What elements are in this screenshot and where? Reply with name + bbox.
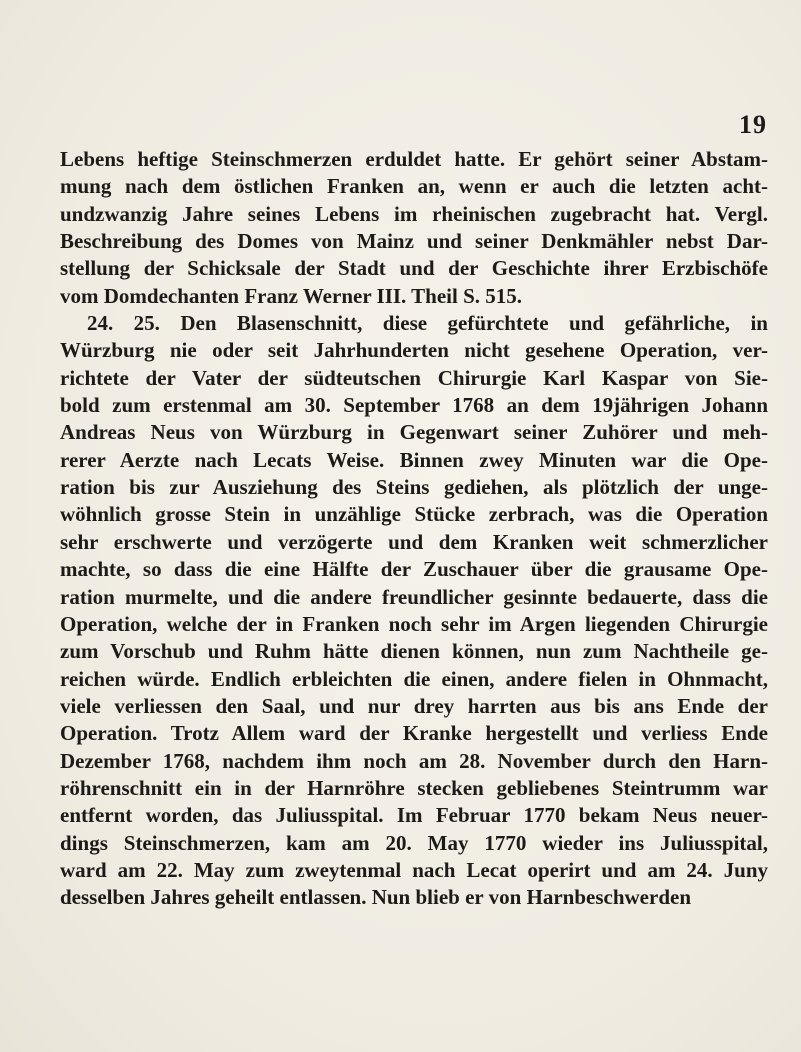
text-line: mung nach dem östlichen Franken an, wenn er auch die letzten acht- (60, 174, 768, 199)
text-line: ration murmelte, und die andere freundlicher gesinnte bedauerte, dass die (60, 584, 768, 609)
text-line: richtete der Vater der südteutschen Chirurgie Karl Kaspar von Sie- (60, 365, 768, 390)
text-line: ward am 22. May zum zweytenmal nach Lecat operirt und am 24. Juny (60, 857, 768, 882)
text-line: bold zum erstenmal am 30. September 1768 an dem 19jährigen Johann (60, 393, 768, 418)
text-line: Würzburg nie oder seit Jahrhunderten nicht gesehene Operation, ver- (60, 338, 768, 363)
text-line: wöhnlich grosse Stein in unzählige Stücke zerbrach, was die Operation (60, 502, 768, 527)
text-line: reichen würde. Endlich erbleichten die einen, andere fielen in Ohnmacht, (60, 666, 768, 691)
text-line: Operation. Trotz Allem ward der Kranke hergestellt und verliess Ende (60, 721, 768, 746)
text-line: stellung der Schicksale der Stadt und der Geschichte ihrer Erzbischöfe (60, 256, 768, 281)
text-line: machte, so dass die eine Hälfte der Zuschauer über die grausame Ope- (60, 557, 768, 582)
page-number: 19 (739, 110, 767, 139)
text-line: röhrenschnitt ein in der Harnröhre stecken gebliebenes Steintrumm war (60, 775, 768, 800)
text-line: Lebens heftige Steinschmerzen erduldet hatte. Er gehört seiner Abstam- (60, 147, 768, 171)
text-line: entfernt worden, das Juliusspital. Im Februar 1770 bekam Neus neuer- (60, 803, 768, 828)
text-line: desselben Jahres geheilt entlassen. Nun blieb er von Harnbeschwerden (60, 885, 692, 910)
text-line: zum Vorschub und Ruhm hätte dienen können, nun zum Nachtheile ge- (60, 639, 768, 664)
text-line: vom Domdechanten Franz Werner III. Theil S. 515. (60, 283, 523, 308)
text-line: viele verliessen den Saal, und nur drey harrten aus bis ans Ende der (60, 693, 768, 718)
text-line: undzwanzig Jahre seines Lebens im rheinischen zugebracht hat. Vergl. (60, 201, 768, 226)
text-line: ration bis zur Ausziehung des Steins gediehen, als plötzlich der unge- (60, 475, 768, 500)
text-line: Dezember 1768, nachdem ihm noch am 28. November durch den Harn- (60, 748, 768, 773)
text-line: rerer Aerzte nach Lecats Weise. Binnen zwey Minuten war die Ope- (60, 447, 768, 472)
body-text (60, 146, 768, 912)
text-line: sehr erschwerte und verzögerte und dem Kranken weit schmerzlicher (60, 529, 768, 554)
text-line: Operation, welche der in Franken noch sehr im Argen liegenden Chirurgie (60, 611, 768, 636)
text-line: Andreas Neus von Würzburg in Gegenwart seiner Zuhörer und meh- (60, 420, 768, 445)
text-line: 24. 25. Den Blasenschnitt, diese gefürchtete und gefährliche, in (87, 311, 768, 336)
text-line: dings Steinschmerzen, kam am 20. May 1770 wieder ins Juliusspital, (60, 830, 768, 855)
text-line: Beschreibung des Domes von Mainz und seiner Denkmähler nebst Dar- (60, 229, 768, 254)
